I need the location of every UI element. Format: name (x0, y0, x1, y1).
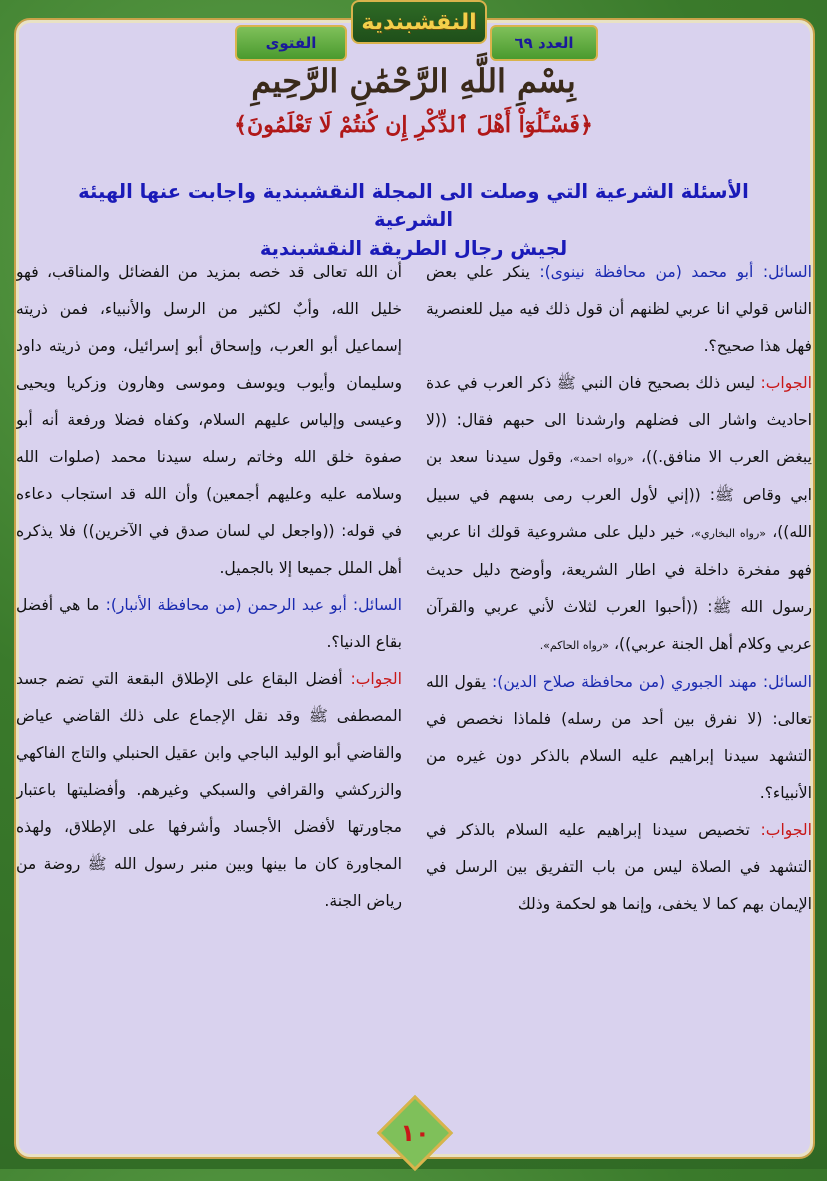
section-title-tag: الفتوى (235, 25, 347, 61)
answer-1 (426, 365, 812, 664)
question-3-text: ما هي أفضل بقاع الدنيا؟. (16, 596, 402, 651)
question-3-asker: السائل: أبو عبد الرحمن (من محافظة الأنبار): (105, 596, 402, 614)
question-1-text: ينكر علي بعض الناس قولي انا عربي لظنهم أن قول ذلك فيه ميل للعنصرية فهل هذا صحيح؟. (426, 263, 812, 355)
answer-2-continued (16, 254, 402, 587)
answer-3-label: الجواب: (350, 670, 402, 688)
answer-1-label: الجواب: (760, 374, 812, 392)
question-2-asker: السائل: مهند الجبوري (من محافظة صلاح الدين): (492, 673, 812, 691)
question-1 (426, 254, 812, 365)
headline-line-1: الأسئلة الشرعية التي وصلت الى المجلة النقشبندية واجابت عنها الهيئة الشرعية (78, 180, 749, 232)
article-headline (60, 178, 767, 263)
answer-2 (426, 812, 812, 923)
issue-number-tag: العدد ٦٩ (490, 25, 598, 61)
answer-1-text-1: ليس ذلك بصحيح فان النبي ﷺ ذكر العرب في عدة احاديث واشار الى فضلهم وارشدنا الى حبهم فقال: ((لا يبغض العرب الا منافق.))، (426, 374, 812, 466)
question-3 (16, 587, 402, 661)
answer-1-text-3: خير دليل على مشروعية قولك انا عربي فهو مفخرة داخلة في اطار الشريعة، وأوضح دليل حديث رسول الله ﷺ: ((أحبوا العرب لثلاث لأني عربي والقرآن عربي وكلام أهل الجنة عربي))، (426, 523, 812, 653)
answer-2-label: الجواب: (760, 821, 812, 839)
basmala: بِسْمِ اللَّهِ الرَّحْمَٰنِ الرَّحِيمِ (251, 62, 576, 100)
answer-2-text: تخصيص سيدنا إبراهيم عليه السلام بالذكر في التشهد في الصلاة ليس من باب التفريق بين الرسل في الإيمان بهم كما لا يخفى، وإنما هو لحكمة وذلك (426, 821, 812, 913)
right-column (426, 254, 812, 1144)
quran-verse: ﴿فَسْـَٔلُوٓاْ أَهْلَ ٱلذِّكْرِ إِن كُنتُمْ لَا تَعْلَمُونَ﴾ (234, 112, 593, 138)
question-2-text: يقول الله تعالى: (لا نفرق بين أحد من رسله) فلماذا نخصص في التشهد سيدنا إبراهيم عليه السلام بالذكر دون غيره من الأنبياء؟. (426, 673, 812, 802)
answer-1-text-2: وقول سيدنا سعد بن ابي وقاص ﷺ: ((إني لأول العرب رمى بسهم في سبيل الله))، (426, 448, 812, 541)
answer-3 (16, 661, 402, 920)
magazine-logo: النقشبندية (351, 0, 487, 44)
answer-3-text: أفضل البقاع على الإطلاق البقعة التي تضم جسد المصطفى ﷺ وقد نقل الإجماع على ذلك القاضي عياض والقاضي أبو الوليد الباجي وابن عقيل الحنبلي والتاج الفاكهي والزركشي والقرافي والسبكي وغيرهم. وأفضليتها باعتبار مجاورتها لأفضل الأجساد وأشرفها على الإطلاق، ولهذه المجاورة كان ما بينها وبين منبر رسول الله ﷺ روضة من رياض الجنة. (16, 670, 402, 910)
left-column (16, 254, 402, 1144)
question-2 (426, 664, 812, 812)
question-1-asker: السائل: أبو محمد (من محافظة نينوى): (539, 263, 812, 281)
headline-line-2: لجيش رجال الطريقة النقشبندية (259, 236, 568, 260)
answer-1-source-2: «رواه البخاري»، (690, 527, 766, 540)
page-number: ١٠ (400, 1119, 430, 1147)
answer-1-source-3: «رواه الحاكم». (539, 639, 610, 652)
answer-1-source-1: «رواه احمد»، (569, 452, 634, 465)
answer-2-continued-text: أن الله تعالى قد خصه بمزيد من الفضائل والمناقب، فهو خليل الله، وأبٌ لكثير من الرسل والأنبياء، فمن ذريته إسماعيل أبو العرب، وإسحاق أبو إسرائيل، ومن ذريته داود وسليمان وأيوب ويوسف وموسى وهارون وزكريا ويحيى وعيسى وإلياس عليهم السلام، وكفاه فضلا ورفعة أنه أبو صفوة خلق الله وخاتم رسله سيدنا محمد (صلوات الله وسلامه عليه وعليهم أجمعين) وأن الله قد استجاب دعاءه في قوله: ((واجعل لي لسان صدق في الآخرين)) فلا يذكره أهل الملل جميعا إلا بالجميل. (16, 263, 402, 577)
